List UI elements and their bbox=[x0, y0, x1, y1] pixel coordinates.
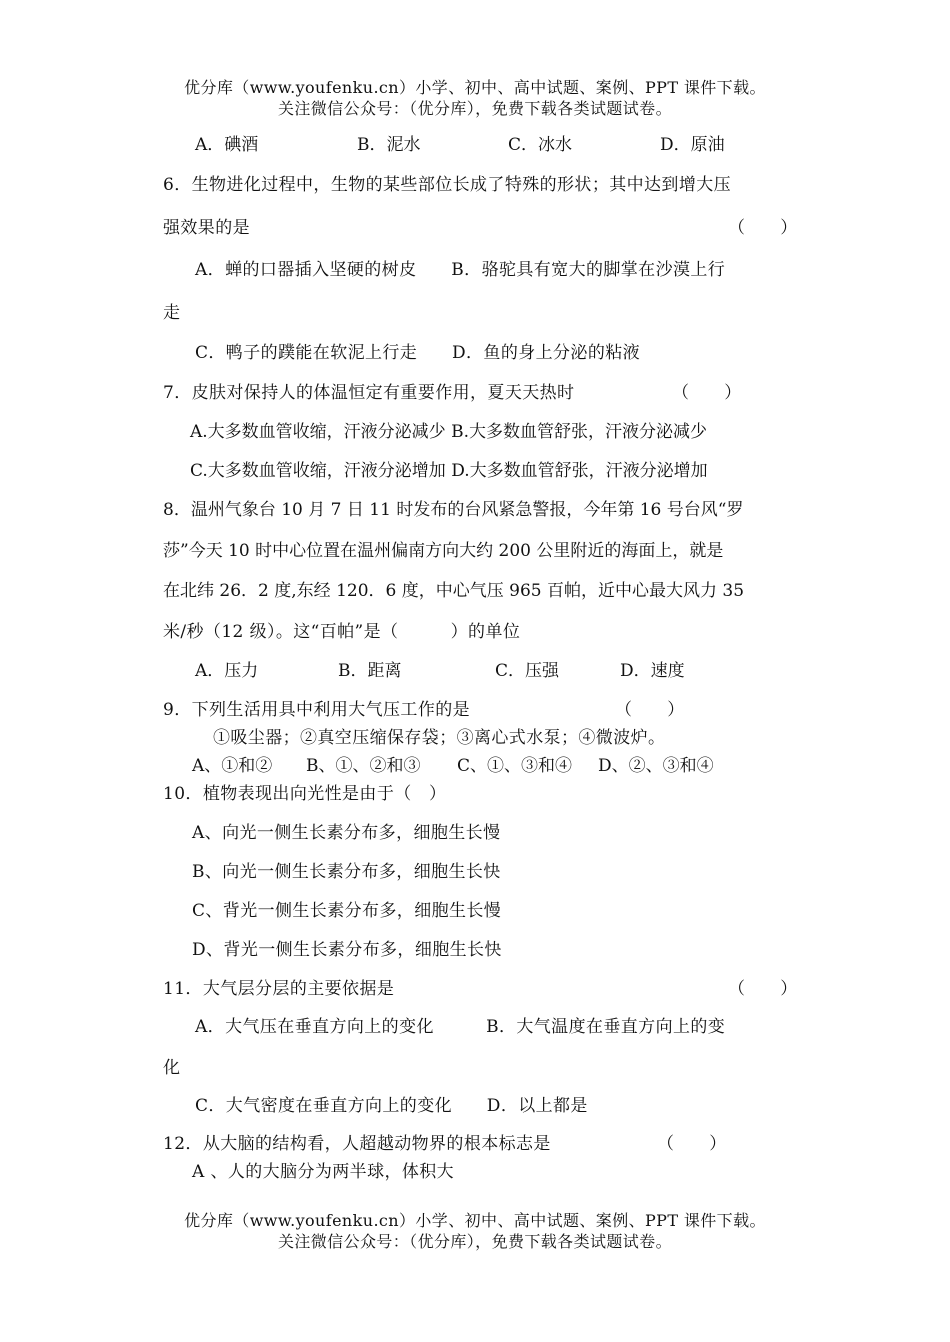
header-line-1: 优分库（www.youfenku.cn）小学、初中、高中试题、案例、PPT 课件下载。 bbox=[184, 78, 766, 97]
q10-option-b: B、向光一侧生长素分布多，细胞生长快 bbox=[192, 862, 501, 882]
q8-option-c: C．压强 bbox=[495, 661, 560, 681]
q11-answer-paren: （ ） bbox=[728, 979, 798, 999]
q8-option-d: D．速度 bbox=[620, 661, 685, 681]
q8-line-4: 米/秒（12 级）。这“百帕”是（ ）的单位 bbox=[163, 622, 521, 642]
q9-items: ①吸尘器；②真空压缩保存袋；③离心式水泵；④微波炉。 bbox=[213, 728, 666, 748]
q8-option-b: B．距离 bbox=[338, 661, 402, 681]
q5-option-a: A．碘酒 bbox=[195, 135, 259, 155]
q7-stem: 7．皮肤对保持人的体温恒定有重要作用，夏天天热时 bbox=[163, 383, 575, 403]
q7-answer-paren: （ ） bbox=[672, 383, 742, 403]
footer-line-2: 关注微信公众号：（优分库），免费下载各类试题试卷。 bbox=[277, 1232, 672, 1251]
q12-option-a: A 、人的大脑分为两半球，体积大 bbox=[192, 1162, 455, 1182]
q5-option-d: D．原油 bbox=[660, 135, 725, 155]
q7-option-line-2: C.大多数血管收缩，汗液分泌增加 D.大多数血管舒张，汗液分泌增加 bbox=[190, 461, 708, 481]
q6-option-line-2: 走 bbox=[163, 303, 181, 323]
q9-option-a: A、①和② bbox=[192, 756, 273, 776]
q11-option-line-3: C．大气密度在垂直方向上的变化 D．以上都是 bbox=[195, 1096, 588, 1116]
q6-stem-line-2: 强效果的是 bbox=[163, 218, 250, 238]
q9-stem: 9．下列生活用具中利用大气压工作的是 bbox=[163, 700, 471, 720]
q6-answer-paren: （ ） bbox=[728, 218, 798, 238]
q9-option-b: B、①、②和③ bbox=[306, 756, 421, 776]
q12-stem: 12．从大脑的结构看，人超越动物界的根本标志是 bbox=[163, 1134, 551, 1154]
q9-option-c: C、①、③和④ bbox=[457, 756, 573, 776]
q7-option-line-1: A.大多数血管收缩，汗液分泌减少 B.大多数血管舒张，汗液分泌减少 bbox=[190, 422, 707, 442]
q10-option-d: D、背光一侧生长素分布多，细胞生长快 bbox=[192, 940, 502, 960]
q6-stem-line-1: 6．生物进化过程中，生物的某些部位长成了特殊的形状；其中达到增大压 bbox=[163, 175, 732, 195]
q8-option-a: A．压力 bbox=[195, 661, 259, 681]
q6-option-line-3: C．鸭子的蹼能在软泥上行走 D．鱼的身上分泌的粘液 bbox=[195, 343, 641, 363]
q5-option-b: B．泥水 bbox=[357, 135, 421, 155]
q9-answer-paren: （ ） bbox=[615, 700, 685, 720]
q11-stem: 11．大气层分层的主要依据是 bbox=[163, 979, 395, 999]
q11-option-line-2: 化 bbox=[163, 1058, 181, 1078]
q10-option-c: C、背光一侧生长素分布多，细胞生长慢 bbox=[192, 901, 502, 921]
q11-option-line-1: A．大气压在垂直方向上的变化 B．大气温度在垂直方向上的变 bbox=[195, 1017, 726, 1037]
q9-option-d: D、②、③和④ bbox=[598, 756, 714, 776]
q8-line-1: 8．温州气象台 10 月 7 日 11 时发布的台风紧急警报，今年第 16 号台风“罗 bbox=[163, 500, 744, 520]
q5-option-c: C．冰水 bbox=[508, 135, 573, 155]
q6-option-line-1: A．蝉的口器插入坚硬的树皮 B．骆驼具有宽大的脚掌在沙漠上行 bbox=[195, 260, 726, 280]
q8-line-2: 莎”今天 10 时中心位置在温州偏南方向大约 200 公里附近的海面上，就是 bbox=[163, 541, 724, 561]
q8-line-3: 在北纬 26．2 度,东经 120．6 度，中心气压 965 百帕，近中心最大风力 35 bbox=[163, 581, 745, 601]
q10-stem: 10．植物表现出向光性是由于（ ） bbox=[163, 784, 447, 804]
q12-answer-paren: （ ） bbox=[657, 1134, 727, 1154]
footer-line-1: 优分库（www.youfenku.cn）小学、初中、高中试题、案例、PPT 课件下载。 bbox=[184, 1211, 766, 1230]
q10-option-a: A、向光一侧生长素分布多，细胞生长慢 bbox=[192, 823, 501, 843]
header-line-2: 关注微信公众号：（优分库），免费下载各类试题试卷。 bbox=[277, 99, 672, 118]
